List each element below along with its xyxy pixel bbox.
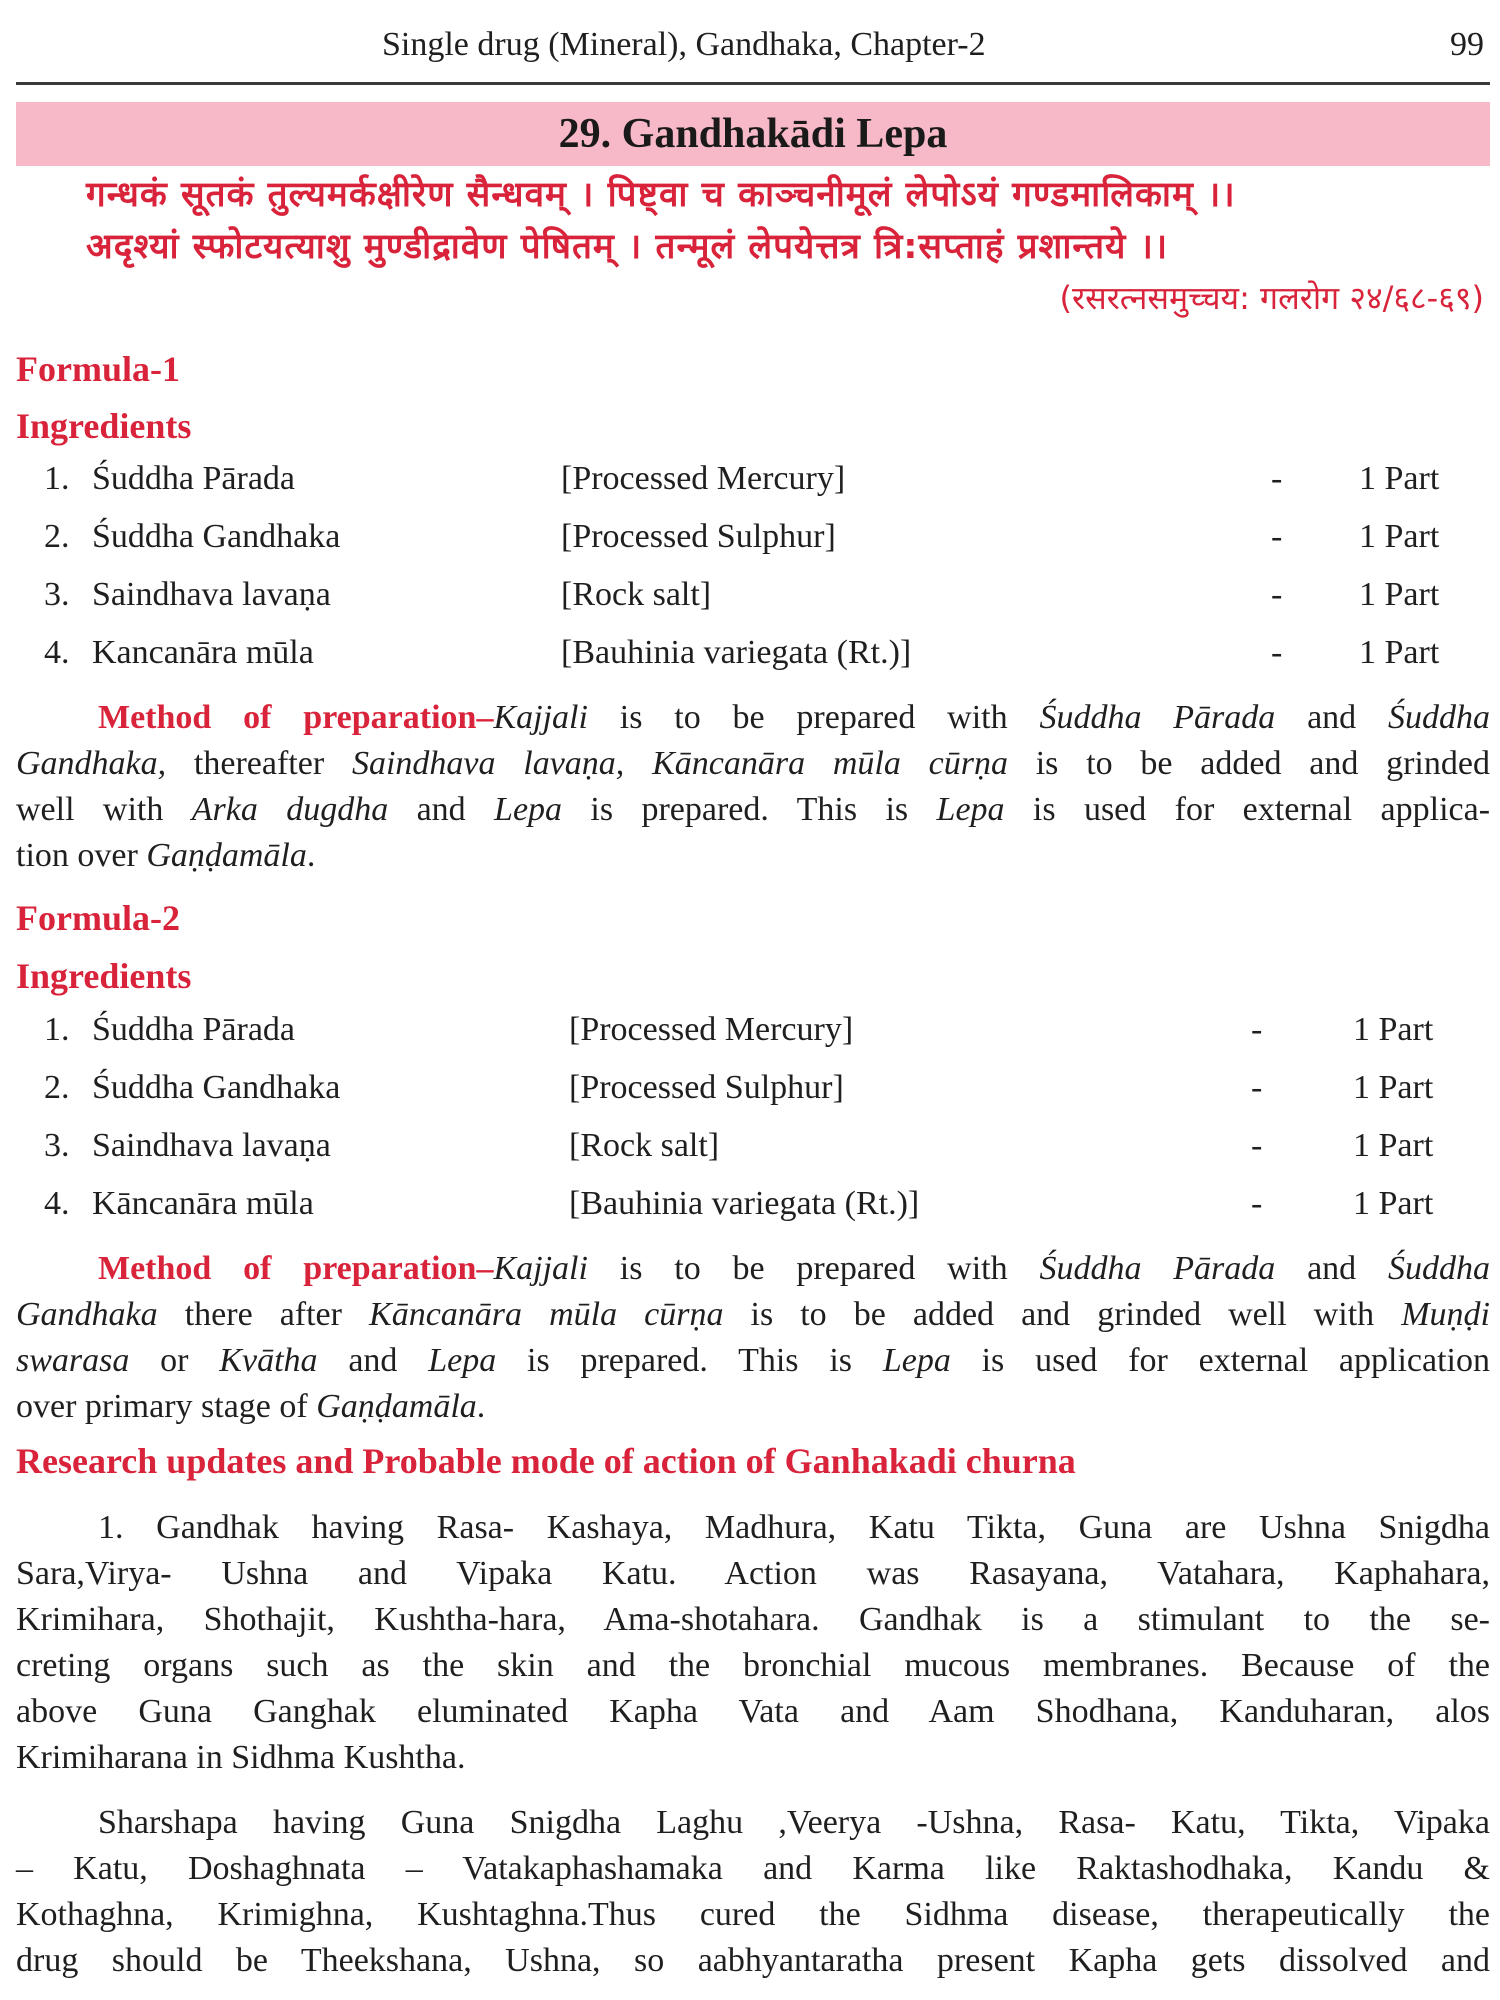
ingredient-description: [Processed Sulphur] <box>569 1069 844 1106</box>
paragraph-line: drug should be Theekshana, Ushna, so aabhyantaratha present Kapha gets dissolved and <box>16 1942 1490 1979</box>
ingredient-name: Kāncanāra mūla <box>92 1185 314 1222</box>
ingredient-description: [Bauhinia variegata (Rt.)] <box>561 634 912 671</box>
research-heading: Research updates and Probable mode of action of Ganhakadi churna <box>16 1441 1076 1481</box>
ingredient-name: Śuddha Gandhaka <box>92 1069 341 1106</box>
ingredient-description: [Bauhinia variegata (Rt.)] <box>569 1185 920 1222</box>
research-paragraph-2 <box>16 1800 1490 1984</box>
ingredient-quantity: 1 Part <box>1359 576 1440 613</box>
paragraph-line: Sara,Virya- Ushna and Vipaka Katu. Action was Rasayana, Vatahara, Kaphahara, <box>16 1555 1490 1592</box>
ingredient-description: [Processed Mercury] <box>561 460 846 497</box>
ingredient-name: Saindhava lavaṇa <box>92 1127 331 1164</box>
paragraph-line: 1. Gandhak having Rasa- Kashaya, Madhura, Katu Tikta, Guna are Ushna Snigdha <box>98 1509 1490 1546</box>
book-page <box>16 0 1490 2000</box>
ingredient-quantity: 1 Part <box>1353 1185 1434 1222</box>
formula-2-ingredients-label: Ingredients <box>16 956 192 996</box>
formula-1-title: Formula-1 <box>16 349 180 389</box>
ingredient-number: 2. <box>44 1069 70 1106</box>
research-paragraph-1 <box>16 1505 1490 1781</box>
ingredient-description: [Processed Sulphur] <box>561 518 836 555</box>
ingredient-row <box>16 512 1490 570</box>
ingredient-dash: - <box>1251 1185 1263 1222</box>
ingredient-row <box>16 570 1490 628</box>
running-header <box>16 26 1490 70</box>
ingredient-name: Śuddha Gandhaka <box>92 518 341 555</box>
paragraph-line: Sharshapa having Guna Snigdha Laghu ,Veerya -Ushna, Rasa- Katu, Tikta, Vipaka <box>98 1804 1490 1841</box>
ingredient-row <box>16 628 1490 686</box>
ingredient-dash: - <box>1251 1069 1263 1106</box>
ingredient-number: 4. <box>44 1185 70 1222</box>
ingredient-quantity: 1 Part <box>1359 460 1440 497</box>
paragraph-line: Kothaghna, Krimighna, Kushtaghna.Thus cured the Sidhma disease, therapeutically the <box>16 1896 1490 1933</box>
paragraph-line: above Guna Ganghak eluminated Kapha Vata and Aam Shodhana, Kanduharan, alos <box>16 1693 1490 1730</box>
shloka-line-1: गन्धकं सूतकं तुल्यमर्कक्षीरेण सैन्धवम् । पिष्ट्वा च काञ्चनीमूलं लेपोऽयं गण्डमालिकाम् ।। <box>86 175 1236 215</box>
ingredient-description: [Rock salt] <box>569 1127 720 1164</box>
ingredient-quantity: 1 Part <box>1359 518 1440 555</box>
paragraph-line: creting organs such as the skin and the bronchial mucous membranes. Because of the <box>16 1647 1490 1684</box>
ingredient-dash: - <box>1271 518 1283 555</box>
ingredient-name: Kancanāra mūla <box>92 634 314 671</box>
ingredient-row <box>16 1121 1490 1179</box>
ingredient-quantity: 1 Part <box>1359 634 1440 671</box>
formula-1-ingredients-table <box>16 454 1490 686</box>
formula-2-method-paragraph: Method of preparation–Kajjali is to be prepared with Śuddha Pārada and Śuddha Gandhaka there after Kāncanāra mūla cūrṇa is to be added and grinded well with Muṇḍi swarasa or Kvātha and Lepa is prepared. This is Lepa is used for external application over primary stage of Gaṇḍamāla. <box>16 1250 1491 1425</box>
ingredient-name: Saindhava lavaṇa <box>92 576 331 613</box>
formula-1-ingredients-label: Ingredients <box>16 406 192 446</box>
paragraph-line: Krimihara, Shothajit, Kushtha-hara, Ama-shotahara. Gandhak is a stimulant to the se- <box>16 1601 1490 1638</box>
ingredient-description: [Processed Mercury] <box>569 1011 854 1048</box>
method-label: Method of preparation– <box>98 699 494 736</box>
ingredient-dash: - <box>1251 1011 1263 1048</box>
page-number: 99 <box>1450 26 1484 63</box>
ingredient-dash: - <box>1251 1127 1263 1164</box>
ingredient-row <box>16 1005 1490 1063</box>
shloka-line-2: अदृश्यां स्फोटयत्याशु मुण्डीद्रावेण पेषितम् । तन्मूलं लेपयेत्तत्र त्रि:सप्ताहं प्रशान्तये ।। <box>86 227 1169 267</box>
ingredient-number: 3. <box>44 576 70 613</box>
ingredient-number: 1. <box>44 1011 70 1048</box>
ingredient-dash: - <box>1271 576 1283 613</box>
ingredient-name: Śuddha Pārada <box>92 1011 296 1048</box>
ingredient-number: 3. <box>44 1127 70 1164</box>
running-title: Single drug (Mineral), Gandhaka, Chapter-2 <box>382 26 986 63</box>
formula-1-method-paragraph: Method of preparation–Kajjali is to be prepared with Śuddha Pārada and Śuddha Gandhaka, thereafter Saindhava lavaṇa, Kāncanāra mūla cūrṇa is to be added and grinded well with Arka dugdha and Lepa is prepared. This is Lepa is used for external applica- tion over Gaṇḍamāla. <box>16 699 1491 874</box>
ingredient-dash: - <box>1271 634 1283 671</box>
ingredient-row <box>16 1179 1490 1237</box>
method-label: Method of preparation– <box>98 1250 494 1287</box>
ingredient-row <box>16 454 1490 512</box>
formula-2-title: Formula-2 <box>16 898 180 938</box>
ingredient-dash: - <box>1271 460 1283 497</box>
ingredient-quantity: 1 Part <box>1353 1069 1434 1106</box>
header-rule <box>16 82 1490 85</box>
ingredient-quantity: 1 Part <box>1353 1127 1434 1164</box>
ingredient-name: Śuddha Pārada <box>92 460 296 497</box>
ingredient-number: 1. <box>44 460 70 497</box>
ingredient-description: [Rock salt] <box>561 576 712 613</box>
section-title: 29. Gandhakādi Lepa <box>558 111 948 157</box>
shloka-reference: (रसरत्नसमुच्चय: गलरोग २४/६८-६९) <box>1059 279 1484 317</box>
ingredient-number: 4. <box>44 634 70 671</box>
ingredient-row <box>16 1063 1490 1121</box>
paragraph-line: – Katu, Doshaghnata – Vatakaphashamaka and Karma like Raktashodhaka, Kandu & <box>16 1850 1490 1887</box>
ingredient-quantity: 1 Part <box>1353 1011 1434 1048</box>
formula-2-ingredients-table <box>16 1005 1490 1237</box>
ingredient-number: 2. <box>44 518 70 555</box>
paragraph-line: Krimiharana in Sidhma Kushtha. <box>16 1739 466 1776</box>
